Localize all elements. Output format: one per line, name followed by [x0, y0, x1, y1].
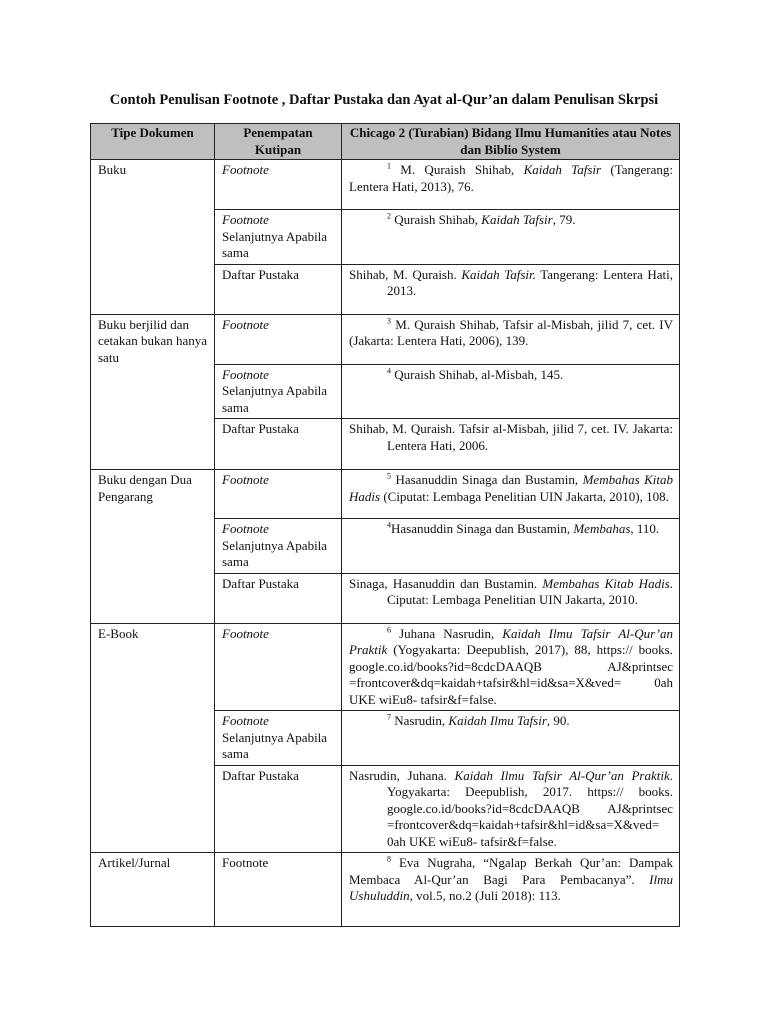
footnote-number: 4: [387, 366, 391, 376]
text-run: Kaidah Ilmu Tafsir Al-Qur’an Praktik: [349, 625, 673, 657]
footnote-cell: [342, 210, 680, 265]
table-row: [91, 470, 680, 519]
citation-text: [349, 626, 673, 709]
text-run: (Yogyakarta: Deepublish, 2017), 88, https:// books. google.co.id/books?id=8cdcDAAQB AJ&printsec =frontcover&dq=kaidah+tafsir&hl=id&sa=X&ved= 0ah UKE wiEu8- tafsir&f=false.: [349, 642, 673, 707]
placement-cell: [215, 573, 342, 623]
placement-label: Footnote: [222, 316, 269, 332]
placement-label: Daftar Pustaka: [222, 767, 299, 783]
text-run: Juhana Nasrudin,: [391, 625, 503, 641]
text-run: Nasrudin,: [391, 713, 449, 728]
placement-label: Footnote: [222, 212, 269, 227]
bibliography-cell: [342, 419, 680, 470]
text-run: Ilmu Ushuluddin: [349, 871, 673, 903]
citation-text: [349, 367, 673, 384]
bibliography-cell: [342, 573, 680, 623]
placement-label: Selanjutnya Apabila sama: [222, 537, 328, 569]
footnote-number: 1: [387, 161, 391, 171]
text-run: Eva Nugraha, “Ngalap Berkah Qur’an: Dampak Membaca Al-Qur’an Bagi Para Pembacanya”.: [349, 855, 673, 887]
text-run: . Ciputat: Lembaga Penelitian UIN Jakarta, 2010.: [387, 575, 673, 607]
citation-text: [349, 267, 673, 300]
placement-cell: [215, 210, 342, 265]
bibliography-cell: [342, 765, 680, 853]
table-row: [91, 314, 680, 364]
text-run: Kaidah Tafsir.: [461, 266, 536, 282]
citation-text: [349, 521, 673, 538]
text-run: Quraish Shihab,: [391, 212, 482, 227]
placement-label: Daftar Pustaka: [222, 421, 299, 436]
text-run: , vol.5, no.2 (Juli 2018): 113.: [409, 888, 561, 903]
footnote-cell: [342, 314, 680, 364]
text-run: Quraish Shihab, al-Misbah, 145.: [391, 366, 564, 382]
document-type-cell: Buku dengan Dua Pengarang: [91, 470, 215, 624]
footnote-number: 4: [387, 520, 391, 530]
text-run: Kaidah Ilmu Tafsir: [448, 713, 547, 728]
placement-cell: [215, 470, 342, 519]
citation-text: [349, 472, 673, 505]
bibliography-cell: [342, 264, 680, 314]
footnote-number: 2: [387, 211, 391, 221]
placement-label: Daftar Pustaka: [222, 575, 299, 591]
header-penempatan-kutipan: Penempatan Kutipan: [215, 124, 342, 160]
placement-label: Footnote: [222, 472, 269, 487]
text-run: Tangerang: Lentera Hati, 2013.: [387, 266, 673, 298]
placement-label: Selanjutnya Apabila sama: [222, 383, 328, 415]
text-run: Kaidah Tafsir: [523, 162, 602, 177]
placement-cell: [215, 765, 342, 853]
placement-cell: [215, 623, 342, 711]
text-run: , 110.: [630, 521, 660, 536]
placement-label: Footnote: [222, 366, 269, 382]
text-run: M. Quraish Shihab,: [391, 162, 524, 177]
text-run: Nasrudin, Juhana.: [349, 767, 455, 783]
placement-label: Daftar Pustaka: [222, 266, 299, 282]
placement-cell: [215, 711, 342, 766]
placement-cell: [215, 264, 342, 314]
placement-label: Footnote: [222, 713, 269, 728]
placement-label: Footnote: [222, 625, 269, 641]
placement-label: Footnote: [222, 162, 269, 177]
text-run: Sinaga, Hasanuddin dan Bustamin.: [349, 575, 543, 591]
text-run: Hasanuddin Sinaga dan Bustamin,: [391, 472, 583, 487]
text-run: (Tangerang: Lentera Hati, 2013), 76.: [349, 162, 673, 194]
footnote-number: 8: [387, 854, 391, 864]
text-run: Membahas Kitab Hadis: [349, 472, 673, 504]
citation-table: [90, 123, 680, 927]
footnote-cell: [342, 519, 680, 574]
text-run: Membahas: [573, 521, 631, 536]
placement-label: Footnote: [222, 855, 269, 870]
text-run: Kaidah Tafsir: [481, 212, 553, 227]
placement-label: Footnote: [222, 521, 269, 536]
citation-text: [349, 768, 673, 851]
text-run: (Ciputat: Lembaga Penelitian UIN Jakarta, 2010), 108.: [380, 488, 669, 504]
text-run: Hasanuddin Sinaga dan Bustamin,: [391, 521, 574, 536]
footnote-cell: [342, 470, 680, 519]
text-run: , 90.: [546, 713, 570, 728]
citation-text: [349, 855, 673, 905]
footnote-number: 7: [387, 712, 391, 722]
citation-text: [349, 421, 673, 454]
text-run: Shihab, M. Quraish.: [349, 266, 462, 282]
document-type-cell: Artikel/Jurnal: [91, 853, 215, 927]
citation-text: [349, 162, 673, 195]
text-run: M. Quraish Shihab, Tafsir al-Misbah, jilid 7, cet. IV (Jakarta: Lentera Hati, 2006), 139.: [349, 316, 673, 348]
placement-cell: [215, 519, 342, 574]
document-type-cell: Buku: [91, 160, 215, 315]
table-row: [91, 160, 680, 210]
footnote-cell: [342, 364, 680, 419]
header-chicago-style: Chicago 2 (Turabian) Bidang Ilmu Humanities atau Notes dan Biblio System: [342, 124, 680, 160]
footnote-number: 3: [387, 316, 391, 326]
placement-cell: [215, 160, 342, 210]
text-run: Shihab, M. Quraish. Tafsir al-Misbah, jilid 7, cet. IV. Jakarta: Lentera Hati, 2006.: [349, 421, 673, 453]
header-tipe-dokumen: Tipe Dokumen: [91, 124, 215, 160]
footnote-number: 5: [387, 471, 391, 481]
text-run: , 79.: [552, 212, 576, 227]
footnote-cell: [342, 623, 680, 711]
placement-cell: [215, 314, 342, 364]
citation-text: [349, 576, 673, 609]
citation-text: [349, 317, 673, 350]
placement-cell: [215, 419, 342, 470]
citation-text: [349, 212, 673, 229]
text-run: Membahas Kitab Hadis: [542, 575, 670, 591]
table-body: [91, 160, 680, 927]
text-run: Kaidah Ilmu Tafsir Al-Qur’an Praktik: [454, 767, 670, 783]
text-run: . Yogyakarta: Deepublish, 2017. https:// books. google.co.id/books?id=8cdcDAAQB AJ&printsec =frontcover&dq=kaidah+tafsir&hl=id&sa=X&ved= 0ah UKE wiEu8- tafsir&f=false.: [387, 767, 673, 849]
document-type-cell: E-Book: [91, 623, 215, 853]
citation-text: [349, 713, 673, 730]
footnote-cell: [342, 711, 680, 766]
table-row: [91, 853, 680, 927]
table-header-row: [91, 124, 680, 160]
placement-label: Selanjutnya Apabila sama: [222, 228, 328, 260]
placement-cell: [215, 364, 342, 419]
table-row: [91, 623, 680, 711]
footnote-cell: [342, 853, 680, 927]
footnote-number: 6: [387, 625, 391, 635]
placement-label: Selanjutnya Apabila sama: [222, 729, 328, 761]
page-title: Contoh Penulisan Footnote , Daftar Pustaka dan Ayat al-Qur’an dalam Penulisan Skrpsi: [109, 92, 659, 108]
footnote-cell: [342, 160, 680, 210]
document-type-cell: Buku berjilid dan cetakan bukan hanya satu: [91, 314, 215, 470]
placement-cell: [215, 853, 342, 927]
